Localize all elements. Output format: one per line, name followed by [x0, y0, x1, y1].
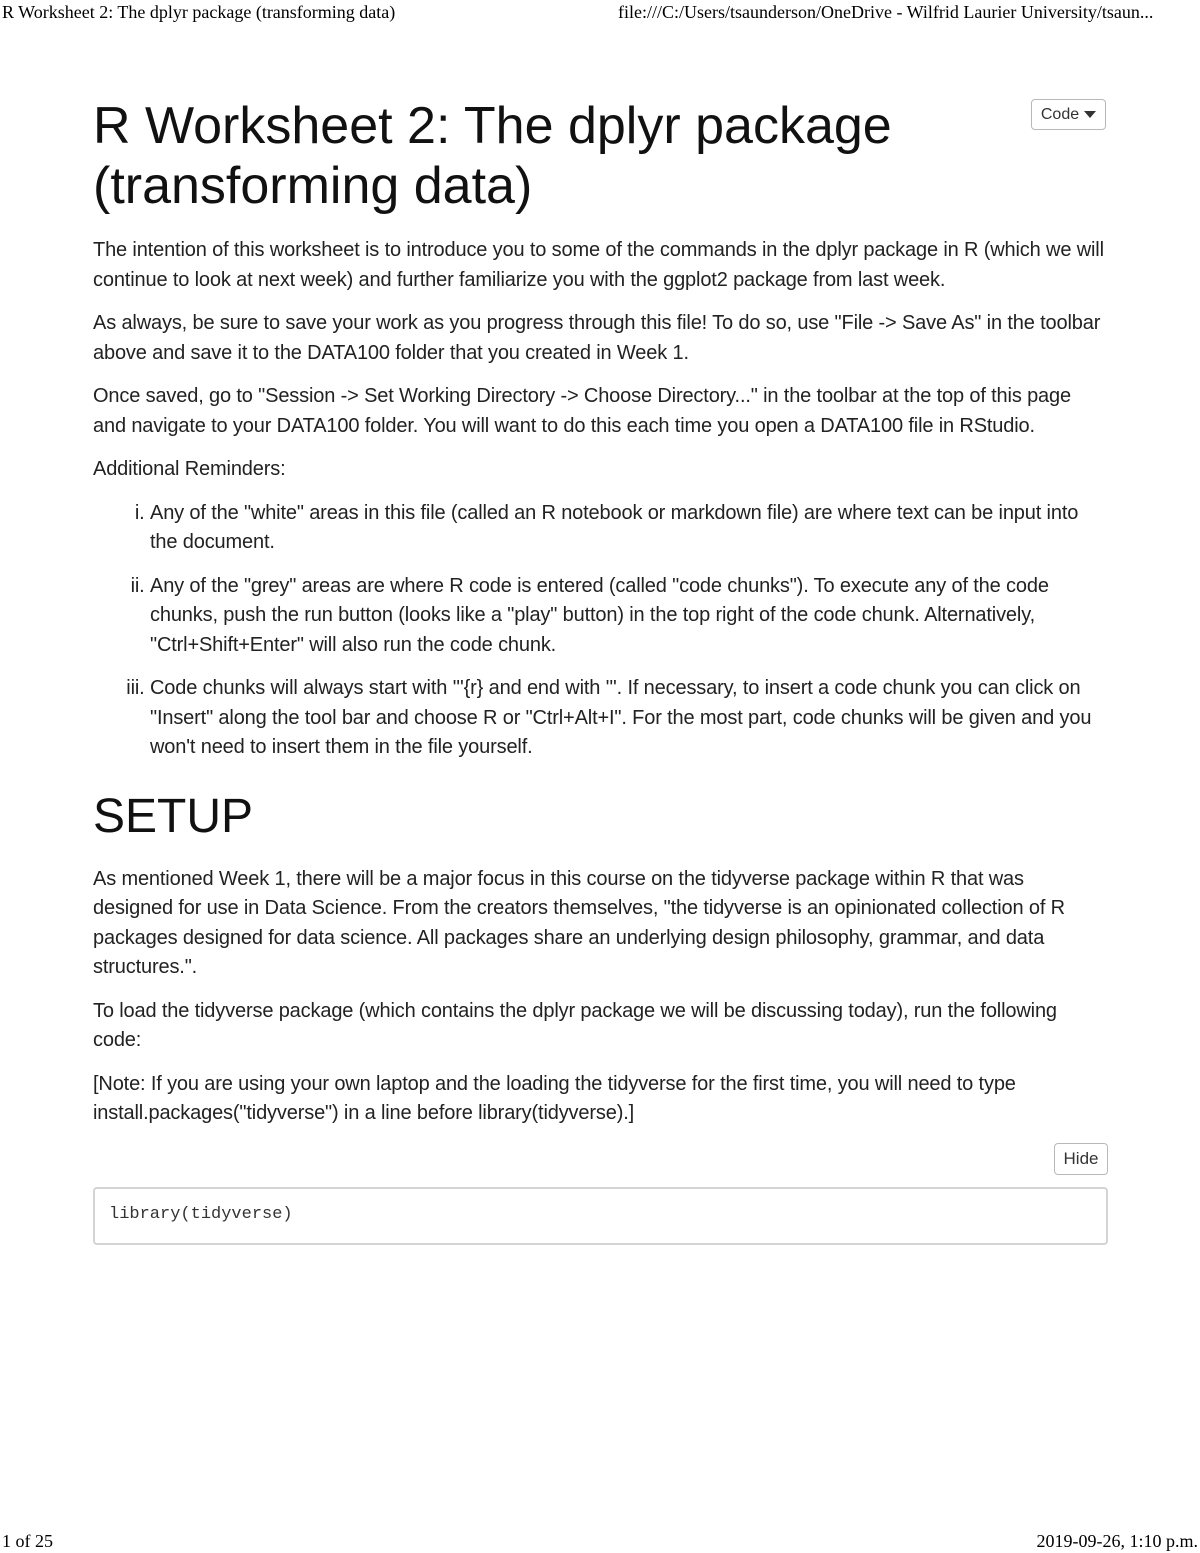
intro-paragraph: Once saved, go to "Session -> Set Working Directory -> Choose Directory..." in the toolbar at the top of this page and navigate to your DATA100 folder. You will want to do this each time you open a DATA100 file in RStudio.	[93, 385, 1071, 437]
print-header-title: R Worksheet 2: The dplyr package (transforming data)	[2, 2, 396, 22]
page-number: 1 of 25	[2, 1531, 53, 1551]
intro-paragraph: As always, be sure to save your work as you progress through this file! To do so, use "File -> Save As" in the toolbar above and save it to the DATA100 folder that you created in Week 1.	[93, 312, 1101, 364]
setup-note: [Note: If you are using your own laptop and the loading the tidyverse for the first time, you will need to type install.packages("tidyverse") in a line before library(tidyverse).]	[93, 1072, 1016, 1124]
code-chunk-toolbar	[93, 1143, 1108, 1177]
list-item: ii. Any of the "grey" areas are where R code is entered (called "code chunks"). To execute any of the code chunks, push the run button (looks like a "play" button) in the top right of the code chunk. Alternatively, "Ctrl+Shift+Enter" will also run the code chunk.	[150, 572, 1108, 661]
code-toggle-label: Code	[1040, 105, 1080, 123]
document-body	[93, 96, 1108, 1245]
print-datetime: 2019-09-26, 1:10 p.m.	[1036, 1531, 1198, 1551]
section-heading-setup: SETUP	[93, 789, 254, 843]
setup-paragraph: As mentioned Week 1, there will be a major focus in this course on the tidyverse package within R that was designed for use in Data Science. From the creators themselves, "the tidyverse is an opinionated collection of R packages designed for data science. All packages share an underlying design philosophy, grammar, and data structures.".	[93, 867, 1065, 978]
code-text: library(tidyverse)	[109, 1204, 293, 1224]
print-header	[0, 0, 1200, 28]
print-header-url: file:///C:/Users/tsaunderson/OneDrive - Wilfrid Laurier University/tsaun...	[618, 2, 1154, 22]
code-chunk[interactable]	[93, 1187, 1108, 1245]
hide-code-button[interactable]: Hide	[1054, 1143, 1108, 1175]
list-item: iii. Code chunks will always start with '''{r} and end with '''. If necessary, to insert a code chunk you can click on "Insert" along the tool bar and choose R or "Ctrl+Alt+I". For the most part, code chunks will be given and you won't need to insert them in the file yourself.	[150, 674, 1108, 763]
list-item: i. Any of the "white" areas in this file (called an R notebook or markdown file) are where text can be input into the document.	[150, 499, 1108, 558]
setup-paragraph: To load the tidyverse package (which contains the dplyr package we will be discussing today), run the following code:	[93, 999, 1057, 1051]
reminders-list	[93, 499, 1108, 763]
page-title: R Worksheet 2: The dplyr package (transforming data)	[93, 97, 892, 215]
print-footer	[0, 1531, 1200, 1553]
reminders-heading: Additional Reminders:	[93, 458, 286, 480]
intro-paragraph: The intention of this worksheet is to introduce you to some of the commands in the dplyr package in R (which we will continue to look at next week) and further familiarize you with the ggplot2 package from last week.	[93, 239, 1104, 291]
